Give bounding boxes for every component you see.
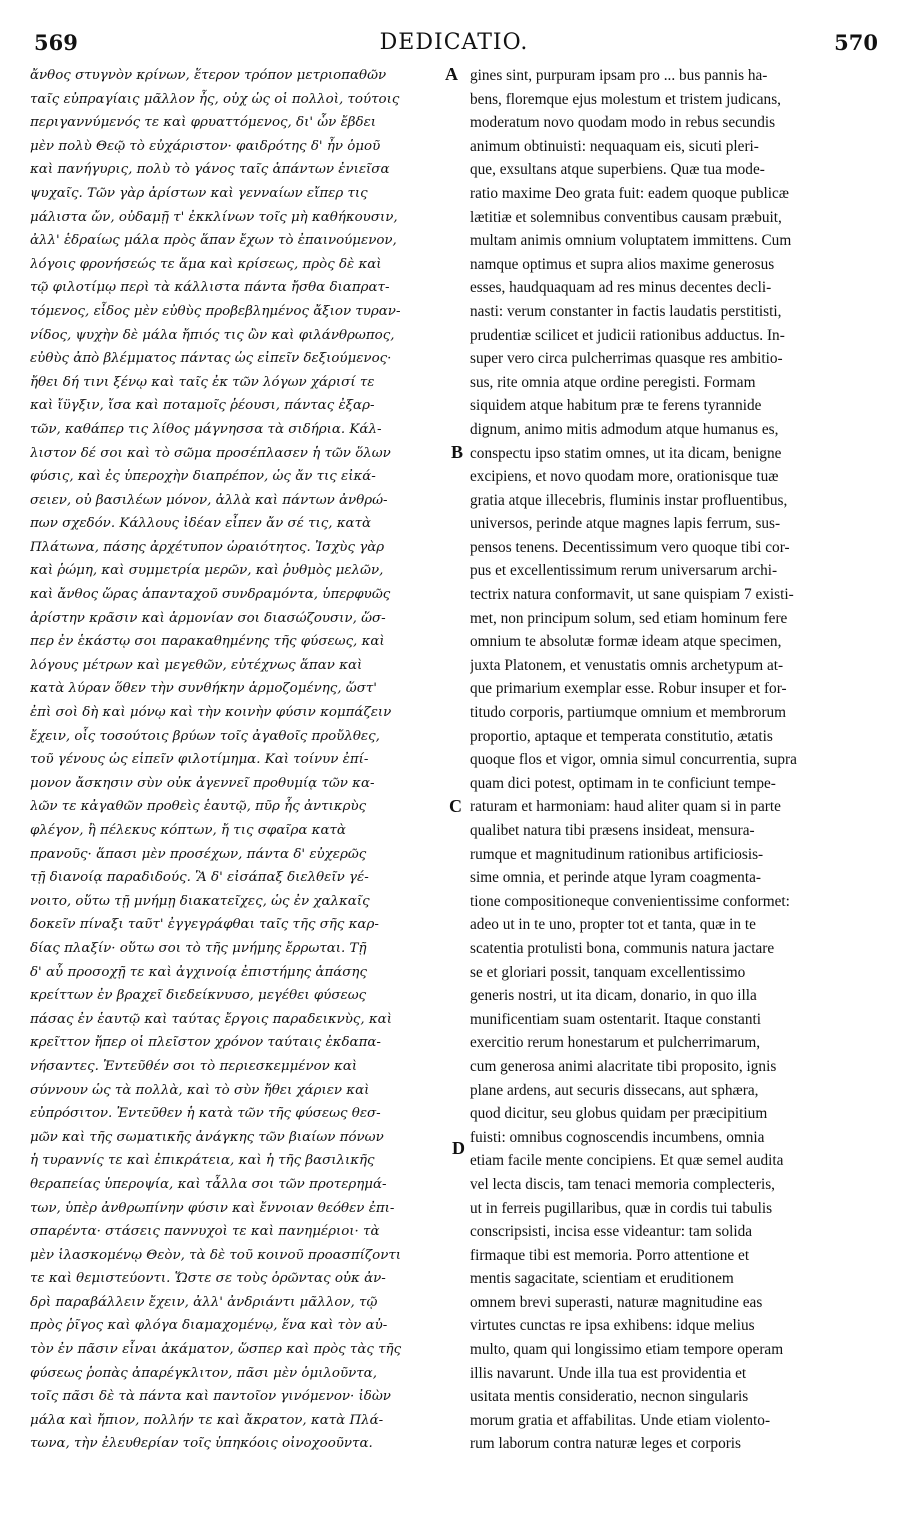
greek-text-line: σειεν, οὐ βασιλέων μόνον, ἀλλὰ καὶ πάντων ἀνθρώ- bbox=[30, 492, 388, 508]
latin-text-line: gratia atque illecebris, fluminis instar profluentibus, bbox=[470, 491, 788, 509]
greek-text-line: φύσις, καὶ ἐς ὑπεροχὴν διαπρέπον, ὡς ἄν τις εἰκά- bbox=[30, 469, 376, 485]
latin-text-line: munificentiam suam ostentarit. Itaque constanti bbox=[470, 1010, 761, 1028]
latin-text-line: quam dici potest, optimam in te conficiunt tempe- bbox=[470, 774, 776, 792]
latin-text-line: ut in ferreis pugillaribus, quæ in cordis tui tabulis bbox=[470, 1199, 773, 1217]
greek-text-line: κρεῖττον ἤπερ οἱ πλεῖστον χρόνον ταύταις ἐκδαπα- bbox=[30, 1035, 381, 1051]
greek-text-line: ἀλλ' ἑδραίως μάλα πρὸς ἅπαν ἔχων τὸ ἐπαινούμενον, bbox=[30, 233, 397, 249]
latin-text-line: omnium te absolutæ formæ ideam atque specimen, bbox=[470, 633, 782, 651]
section-marker-b: B bbox=[451, 442, 464, 462]
greek-text-line: μὲν πολὺ Θεῷ τὸ εὐχάριστον· φαιδρότης δ' ἦν ὁμοῦ bbox=[30, 138, 381, 154]
latin-text-line: cum generosa animi alacritate tibi proposito, ignis bbox=[470, 1057, 777, 1075]
greek-text-line: δίας πλαξίν· οὕτω σοι τὸ τῆς μνήμης ἔρρωται. Τῇ bbox=[30, 940, 367, 956]
greek-text-line: πάσας ἐν ἑαυτῷ καὶ ταύτας ἔργοις παραδεικνὺς, καὶ bbox=[30, 1011, 392, 1027]
latin-text-line: tectrix natura conformavit, ut sane quispiam 7 existi- bbox=[470, 586, 794, 604]
latin-text-line: sus, rite omnia atque ordine peregisti. Formam bbox=[470, 373, 756, 391]
latin-text-line: que, exsultans atque superbiens. Quæ tua mode- bbox=[470, 161, 765, 179]
greek-text-line: τοῦ γένους ὡς εἰπεῖν φιλοτίμημα. Καὶ τοίνυν ἐπί- bbox=[30, 752, 369, 768]
greek-text-line: ἄνθος στυγνὸν κρίνων, ἕτερον τρόπον μετριοπαθῶν bbox=[30, 68, 387, 83]
latin-text-line: generis nostri, ut ita dicam, donario, in quo illa bbox=[470, 987, 757, 1005]
greek-text-line: καὶ πανήγυρις, πολὺ τὸ γάνος ταῖς ἁπάντων ἐνιεῖσα bbox=[30, 162, 390, 178]
latin-text-line: dignum, animo mitis admodum atque humanus es, bbox=[470, 420, 779, 438]
greek-text-line: καὶ ἴϋγξιν, ἴσα καὶ ποταμοῖς ῥέουσι, πάντας ἐξαρ- bbox=[30, 398, 375, 414]
latin-text-line: juxta Platonem, et venustatis omnis archetypum at- bbox=[470, 656, 784, 674]
latin-text-line: namque optimus et supra alios maxime generosus bbox=[470, 255, 775, 273]
latin-text-line: moderatum novo quodam modo in rebus secundis bbox=[470, 114, 776, 132]
running-title: DEDICATIO. bbox=[379, 30, 529, 55]
greek-text-line: λιστον δέ σοι καὶ τὸ σῶμα προσέπλασεν ἡ τῶν ὅλων bbox=[30, 445, 391, 461]
greek-text-line: ἡ τυραννίς τε καὶ ἐπικράτεια, καὶ ἡ τῆς βασιλικῆς bbox=[30, 1153, 375, 1169]
latin-text-line: prudentiæ scilicet et judicii rationibus adductus. In- bbox=[470, 326, 785, 344]
latin-text-line: siquidem atque habitum præ te ferens tyrannide bbox=[470, 397, 762, 415]
latin-text-line: qualibet natura tibi præsens insideat, mensura- bbox=[470, 822, 755, 839]
greek-text-line: πων σχεδόν. Κάλλους ἰδέαν εἶπεν ἄν σέ τις, κατὰ bbox=[30, 516, 372, 532]
greek-text-line: ἤθει δή τινι ξένῳ καὶ ταῖς ἐκ τῶν λόγων χάρισί τε bbox=[30, 374, 375, 390]
latin-text-line: multo, quam qui longissimo etiam tempore operam bbox=[470, 1341, 784, 1359]
greek-text-line: σπαρέντα· στάσεις παννυχοὶ τε καὶ πανημέριοι· τὰ bbox=[30, 1224, 380, 1240]
greek-text-line: μάλα καὶ ἤπιον, πολλήν τε καὶ ἄκρατον, κατὰ Πλά- bbox=[30, 1412, 384, 1428]
greek-text-line: νοιτο, οὕτω τῇ μνήμῃ διακατεῖχες, ὡς ἐν χαλκαῖς bbox=[30, 893, 370, 909]
latin-text-line: ratio maxime Deo grata fuit: eadem quoque publicæ bbox=[470, 184, 790, 202]
greek-text-line: των, ὑπὲρ ἀνθρωπίνην φύσιν καὶ ἔννοιαν θεόθεν ἐπι- bbox=[30, 1200, 395, 1216]
greek-text-line: τοῖς πᾶσι δὲ τὰ πάντα καὶ παντοῖον γινόμενον· ἰδὼν bbox=[30, 1389, 391, 1405]
latin-text-line: firmaque tibi est memoria. Porro attentione et bbox=[470, 1246, 750, 1264]
latin-text-line: usitata mentis consideratio, necnon singularis bbox=[470, 1388, 749, 1406]
greek-text-line: μάλιστα ὤν, οὐδαμῇ τ' ἐκκλίνων τοῖς μὴ καθήκουσιν, bbox=[30, 209, 398, 225]
greek-text-line: θεραπείας ὑπεροψία, καὶ τἆλλα σοι τῶν προτερημά- bbox=[30, 1176, 387, 1192]
latin-text-line: conscripsisti, incisa esse videantur: tam solida bbox=[470, 1223, 753, 1241]
latin-text-line: illis navarunt. Unde illa tua est providentia et bbox=[470, 1364, 747, 1382]
latin-text-line: adeo ut in te uno, propter tot et tanta, quæ in te bbox=[470, 916, 756, 934]
latin-text-line: lætitiæ et solemnibus conventibus causam præbuit, bbox=[470, 208, 782, 226]
greek-text-line: φλέγον, ἢ πέλεκυς κόπτων, ἤ τις σφαῖρα κατὰ bbox=[30, 823, 346, 838]
latin-text-line: tione compositioneque convenientissime conformet: bbox=[470, 892, 790, 910]
latin-text-line: exercitio rerum honestarum et pulcherrimarum, bbox=[470, 1034, 761, 1052]
greek-text-line: λόγους μέτρων καὶ μεγεθῶν, εὐτέχνως ἅπαν καὶ bbox=[30, 657, 363, 673]
latin-text-line: virtutes cunctas re ipsa exhibens: idque melius bbox=[470, 1317, 755, 1335]
greek-text-line: μῶν καὶ τῆς σωματικῆς ἀνάγκης τῶν βιαίων πόνων bbox=[30, 1129, 384, 1145]
greek-text-line: περιγαννύμενός τε καὶ φρυαττόμενος, δι' ὧν ἔβδει bbox=[30, 115, 377, 131]
greek-text-line: τῇ διανοίᾳ παραδιδούς. Ἃ δ' εἰσάπαξ διελθεῖν γέ- bbox=[30, 870, 369, 886]
greek-text-line: ψυχαῖς. Τῶν γὰρ ἀρίστων καὶ γενναίων εἴπερ τις bbox=[30, 185, 368, 201]
latin-text-line: quoque flos et vigor, omnia simul concurrentia, supra bbox=[470, 751, 797, 769]
latin-text-line: multam animis omnium voluptatem immittens. Cum bbox=[470, 232, 792, 250]
latin-text-line: pensos tenens. Decentissimum vero quoque tibi cor- bbox=[470, 538, 790, 556]
latin-text-line: titudo corporis, partiumque omnium et membrorum bbox=[470, 704, 787, 722]
latin-text-line: rum laborum contra naturæ leges et corporis bbox=[470, 1435, 742, 1453]
latin-text-line: conspectu ipso statim omnes, ut ita dicam, benigne bbox=[470, 444, 782, 462]
greek-text-line: δρὶ παραβάλλειν ἔχειν, ἀλλ' ἀνδριάντι μᾶλλον, τῷ bbox=[30, 1294, 378, 1310]
greek-text-line: εὐθὺς ἀπὸ βλέμματος πάντας ὡς εἰπεῖν δεξιούμενος· bbox=[30, 351, 392, 367]
greek-text-line: τῶν, καθάπερ τις λίθος μάγνησσα τὰ σιδήρια. Κάλ- bbox=[30, 421, 382, 437]
latin-text-line: rumque et magnitudinum rationibus artificiosis- bbox=[470, 845, 764, 863]
greek-text-line: νήσαντες. Ἐντεῦθέν σοι τὸ περιεσκεμμένον καὶ bbox=[30, 1058, 358, 1074]
latin-text-line: morum gratia et affabilitas. Unde etiam violento- bbox=[470, 1411, 771, 1429]
latin-text-line: esses, haudquaquam ad res minus decentes decli- bbox=[470, 279, 772, 297]
latin-text-line: raturam et harmoniam: haud aliter quam si in parte bbox=[470, 798, 781, 816]
section-marker-c: C bbox=[449, 796, 462, 816]
greek-text-line: κατὰ λύραν ὅθεν τὴν συνθήκην ἁρμοζομένης, ὥστ' bbox=[30, 681, 377, 697]
left-page-number: 569 bbox=[34, 30, 78, 55]
greek-text-line: περ ἐν ἑκάστῳ σοι παρακαθημένης τῆς φύσεως, καὶ bbox=[30, 634, 385, 650]
latin-text-line: omnem brevi superasti, naturæ magnitudine eas bbox=[470, 1293, 763, 1311]
greek-text-line: σύννουν ὡς τὰ πολλὰ, καὶ τὸ σὺν ἤθει χάριεν καὶ bbox=[30, 1082, 370, 1098]
greek-text-line: φύσεως ῥοπὰς ἀπαρέγκλιτον, πᾶσι μὲν ὁμιλοῦντα, bbox=[30, 1365, 377, 1381]
greek-text-line: εὐπρόσιτον. Ἐντεῦθεν ἡ κατὰ τῶν τῆς φύσεως θεσ- bbox=[30, 1106, 381, 1122]
greek-text-line: τὸν ἐν πᾶσιν εἶναι ἀκάματον, ὥσπερ καὶ πρὸς τὰς τῆς bbox=[30, 1342, 402, 1358]
latin-text-line: se et gloriari possit, tanquam excellentissimo bbox=[470, 963, 746, 981]
latin-text-line: gines sint, purpuram ipsam pro ... bus pannis ha- bbox=[470, 67, 768, 84]
latin-text-line: super vero circa pulcherrimas quasque res ambitio- bbox=[470, 350, 783, 368]
greek-text-line: δ' αὖ προσοχῇ τε καὶ ἀγχινοίᾳ ἐπιστήμης ἁπάσης bbox=[30, 964, 367, 980]
greek-text-line: ἀρίστην κρᾶσιν καὶ ἁρμονίαν σοι διασώζουσιν, ὥσ- bbox=[30, 610, 386, 626]
page-header bbox=[30, 30, 878, 60]
greek-text-line: Πλάτωνα, πάσης ἀρχέτυπον ὡραιότητος. Ἰσχὺς γὰρ bbox=[30, 539, 385, 555]
latin-text-line: excipiens, et novo quodam more, orationisque tuæ bbox=[470, 468, 779, 486]
latin-text-line: quod dicitur, seu globus quidam per præcipitium bbox=[470, 1105, 768, 1123]
latin-text-line: bens, floremque ejus molestum et tristem judicans, bbox=[470, 90, 781, 108]
greek-column bbox=[30, 64, 458, 1456]
latin-text-line: pus et excellentissimum rerum universarum archi- bbox=[470, 562, 778, 580]
latin-text-line: universos, perinde atque magnes lapis ferrum, sus- bbox=[470, 515, 781, 533]
latin-text-line: animum obtinuisti: nequaquam eis, sicuti pleri- bbox=[470, 137, 759, 155]
section-marker-d: D bbox=[452, 1138, 465, 1158]
greek-text-line: δοκεῖν πίναξι ταῦτ' ἐγγεγράφθαι ταῖς τῆς σῆς καρ- bbox=[30, 917, 379, 933]
section-marker-a: A bbox=[445, 64, 458, 84]
latin-text-line: proportio, aptaque et temperata constitutio, ætatis bbox=[470, 727, 773, 745]
latin-text-line: met, non principum solum, sed etiam hominum fere bbox=[470, 609, 788, 627]
latin-text-line: scatentia protulisti bona, communis natura jactare bbox=[470, 939, 775, 957]
latin-text-line: plane ardens, aut securis dissecans, aut sphæra, bbox=[470, 1081, 759, 1099]
greek-text-line: λόγοις φρονήσεώς τε ἅμα καὶ κρίσεως, πρὸς δὲ καὶ bbox=[30, 256, 382, 272]
greek-text-line: ἐπὶ σοὶ δὴ καὶ μόνῳ καὶ τὴν κοινὴν φύσιν κομπάζειν bbox=[30, 705, 392, 721]
greek-text-line: μονον ἄσκησιν σὺν οὐκ ἀγεννεῖ προθυμίᾳ τῶν κα- bbox=[30, 775, 375, 791]
latin-text-line: fuisti: omnibus cognoscendis incumbens, omnia bbox=[470, 1128, 765, 1146]
greek-text-line: κρείττων ἐν βραχεῖ διεδείκνυσο, μεγέθει φύσεως bbox=[30, 988, 367, 1004]
right-page-number: 570 bbox=[834, 30, 878, 55]
greek-text-line: ἔχειν, οἷς τοσούτοις βρύων τοῖς ἀγαθοῖς προὔλθες, bbox=[30, 728, 380, 744]
greek-text-line: τε καὶ θεμιστεύοντι. Ὥστε σε τοὺς ὁρῶντας οὐκ ἀν- bbox=[30, 1271, 386, 1287]
greek-text-line: λῶν τε κἀγαθῶν προθεὶς ἑαυτῷ, πῦρ ἧς ἀντικρὺς bbox=[30, 799, 367, 815]
latin-column bbox=[470, 64, 880, 1456]
latin-text-line: etiam facile mente concipiens. Et quæ semel audita bbox=[470, 1152, 784, 1170]
latin-text-line: sime omnia, et perinde atque lyram coagmenta- bbox=[470, 869, 761, 887]
latin-text-line: mentis sagacitate, scientiam et eruditionem bbox=[470, 1270, 734, 1288]
greek-text-line: μὲν ἱλασκομένῳ Θεὸν, τὰ δὲ τοῦ κοινοῦ προασπίζοντι bbox=[30, 1247, 401, 1263]
greek-text-line: τωνα, τὴν ἐλευθερίαν τοῖς ὑπηκόοις οἰνοχοοῦντα. bbox=[30, 1436, 373, 1452]
latin-text-line: vel lecta discis, tam tenaci memoria complecteris, bbox=[470, 1175, 775, 1193]
latin-text-line: que primarium exemplar esse. Robur insuper et for- bbox=[470, 680, 787, 698]
greek-text-line: νίδος, ψυχὴν δὲ μάλα ἤπιός τις ὢν καὶ φιλάνθρωπος, bbox=[30, 327, 395, 343]
greek-text-line: τόμενος, εἶδος μὲν εὐθὺς προβεβλημένος ἄξιον τυραν- bbox=[30, 303, 401, 319]
greek-text-line: ταῖς εὐπραγίαις μᾶλλον ἦς, οὐχ ὡς οἱ πολλοὶ, τούτοις bbox=[30, 91, 400, 107]
greek-text-line: καὶ ἄνθος ὥρας ἁπανταχοῦ συνδραμόντα, ὑπερφυῶς bbox=[30, 587, 391, 603]
greek-text-line: καὶ ῥώμη, καὶ συμμετρία μερῶν, καὶ ῥυθμὸς μελῶν, bbox=[30, 563, 384, 579]
greek-text-line: πρανοῦς· ἅπασι μὲν προσέχων, πάντα δ' εὐχερῶς bbox=[30, 846, 367, 862]
greek-text-line: τῷ φιλοτίμῳ περὶ τὰ κάλλιστα πάντα ἤσθα διαπρατ- bbox=[30, 280, 390, 296]
greek-text-line: πρὸς ῥῖγος καὶ φλόγα διαμαχομένῳ, ἕνα καὶ τὸν αὐ- bbox=[30, 1318, 388, 1334]
latin-text-line: nasti: verum constanter in factis laudatis perstitisti, bbox=[470, 302, 782, 320]
